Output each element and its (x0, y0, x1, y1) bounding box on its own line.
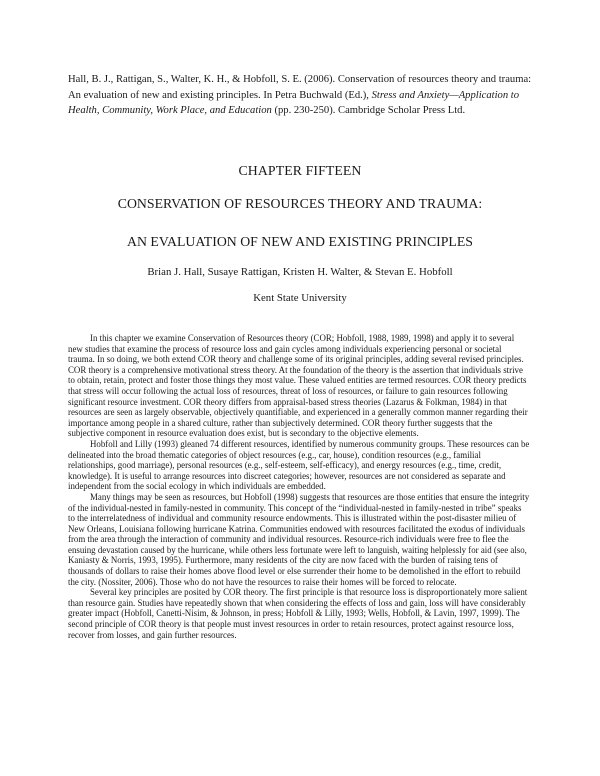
chapter-title-line-1: CONSERVATION OF RESOURCES THEORY AND TRAUMA: (117, 196, 483, 211)
chapter-title-line-2: AN EVALUATION OF NEW AND EXISTING PRINCIPLES (127, 234, 473, 249)
paragraph: Several key principles are posited by COR theory. The first principle is that resource loss is disproportionately more salient than resource gain. Studies have repeatedly shown that when considering the effects of loss and gain, loss will have considerably greater impact (Hobfoll, Canetti-Nisim, & Johnson, in press; Hobfoll & Lilly, 1993; Wells, Hobfoll, & Lavin, 1997, 1999). The second principle of COR theory is that people must invest resources in order to retain resources, protect against resource loss, recover from losses, and gain further resources. (68, 587, 528, 640)
paragraph: Many things may be seen as resources, but Hobfoll (1998) suggests that resources are those entities that ensure the integrity of the individual-nested in family-nested in community. This concept of the “individual-nested in family-nested in tribe” speaks to the interrelatedness of individual and community resource endowments. This is illustrated within the post-disaster milieu of New Orleans, Louisiana following hurricane Katrina. Communities endowed with resources facilitated the exodus of individuals from the area through the interaction of community and individual resources. Resource-rich individuals were free to flee the ensuing devastation caused by the hurricane, while others less fortunate were left to languish, waiting helplessly for aid (see also, Kaniasty & Norris, 1993, 1995). Furthermore, many residents of the city are now faced with the burden of raising tens of thousands of dollars to raise their homes above flood level or else surrender their home to be demolished in the effort to rebuild the city. (Nossiter, 2006). Those who do not have the resources to raise their homes will be forced to relocate. (68, 491, 530, 587)
body-text (68, 333, 530, 640)
affiliation: Kent State University (253, 292, 347, 304)
citation (68, 72, 538, 119)
authors: Brian J. Hall, Susaye Rattigan, Kristen H. Walter, & Stevan E. Hobfoll (147, 266, 453, 278)
citation-book-title: Stress and Anxiety—Application to Health, Community, Work Place, and Education (68, 89, 520, 117)
citation-pages-publisher: (pp. 230-250). Cambridge Scholar Press Ltd. (271, 105, 466, 117)
paragraph: Hobfoll and Lilly (1993) gleaned 74 different resources, identified by numerous community groups. These resources can be delineated into the broad thematic categories of object resources (e.g., car, house), condition resources (e.g., familial relationships, good marriage), personal resources (e.g., self-esteem, self-efficacy), and energy resources (e.g., time, credit, knowledge). It is useful to arrange resources into discreet categories; however, resources are not considered as separate and independent from the social ecology in which individuals are embedded. (68, 438, 530, 492)
chapter-number: CHAPTER FIFTEEN (238, 163, 362, 178)
citation-text: Hall, B. J., Rattigan, S., Walter, K. H., & Hobfoll, S. E. (2006). Conservation of resources theory and trauma: An evaluation of new and existing principles. In Petra Buchwald (Ed.), (68, 74, 532, 101)
paragraph: In this chapter we examine Conservation of Resources theory (COR; Hobfoll, 1988, 1989, 1998) and apply it to several new studies that examine the process of resource loss and gain cycles among individuals experiencing personal or societal trauma. In so doing, we both extend COR theory and challenge some of its original principles, adding several revised principles. COR theory is a comprehensive motivational stress theory. At the foundation of the theory is the assertion that individuals strive to obtain, retain, protect and foster those things they most value. These valued entities are termed resources. COR theory predicts that stress will occur following the actual loss of resources, threat of loss of resources, or failure to gain resources following significant resource investment. COR theory differs from appraisal-based stress theories (Lazarus & Folkman, 1984) in that resources are seen as largely observable, objectively quantifiable, and experienced in a generally common manner regarding their importance among people in a shared culture, rather than subjectively determined. COR theory further suggests that the subjective component in resource evaluation does exist, but is secondary to the objective elements. (68, 333, 528, 439)
